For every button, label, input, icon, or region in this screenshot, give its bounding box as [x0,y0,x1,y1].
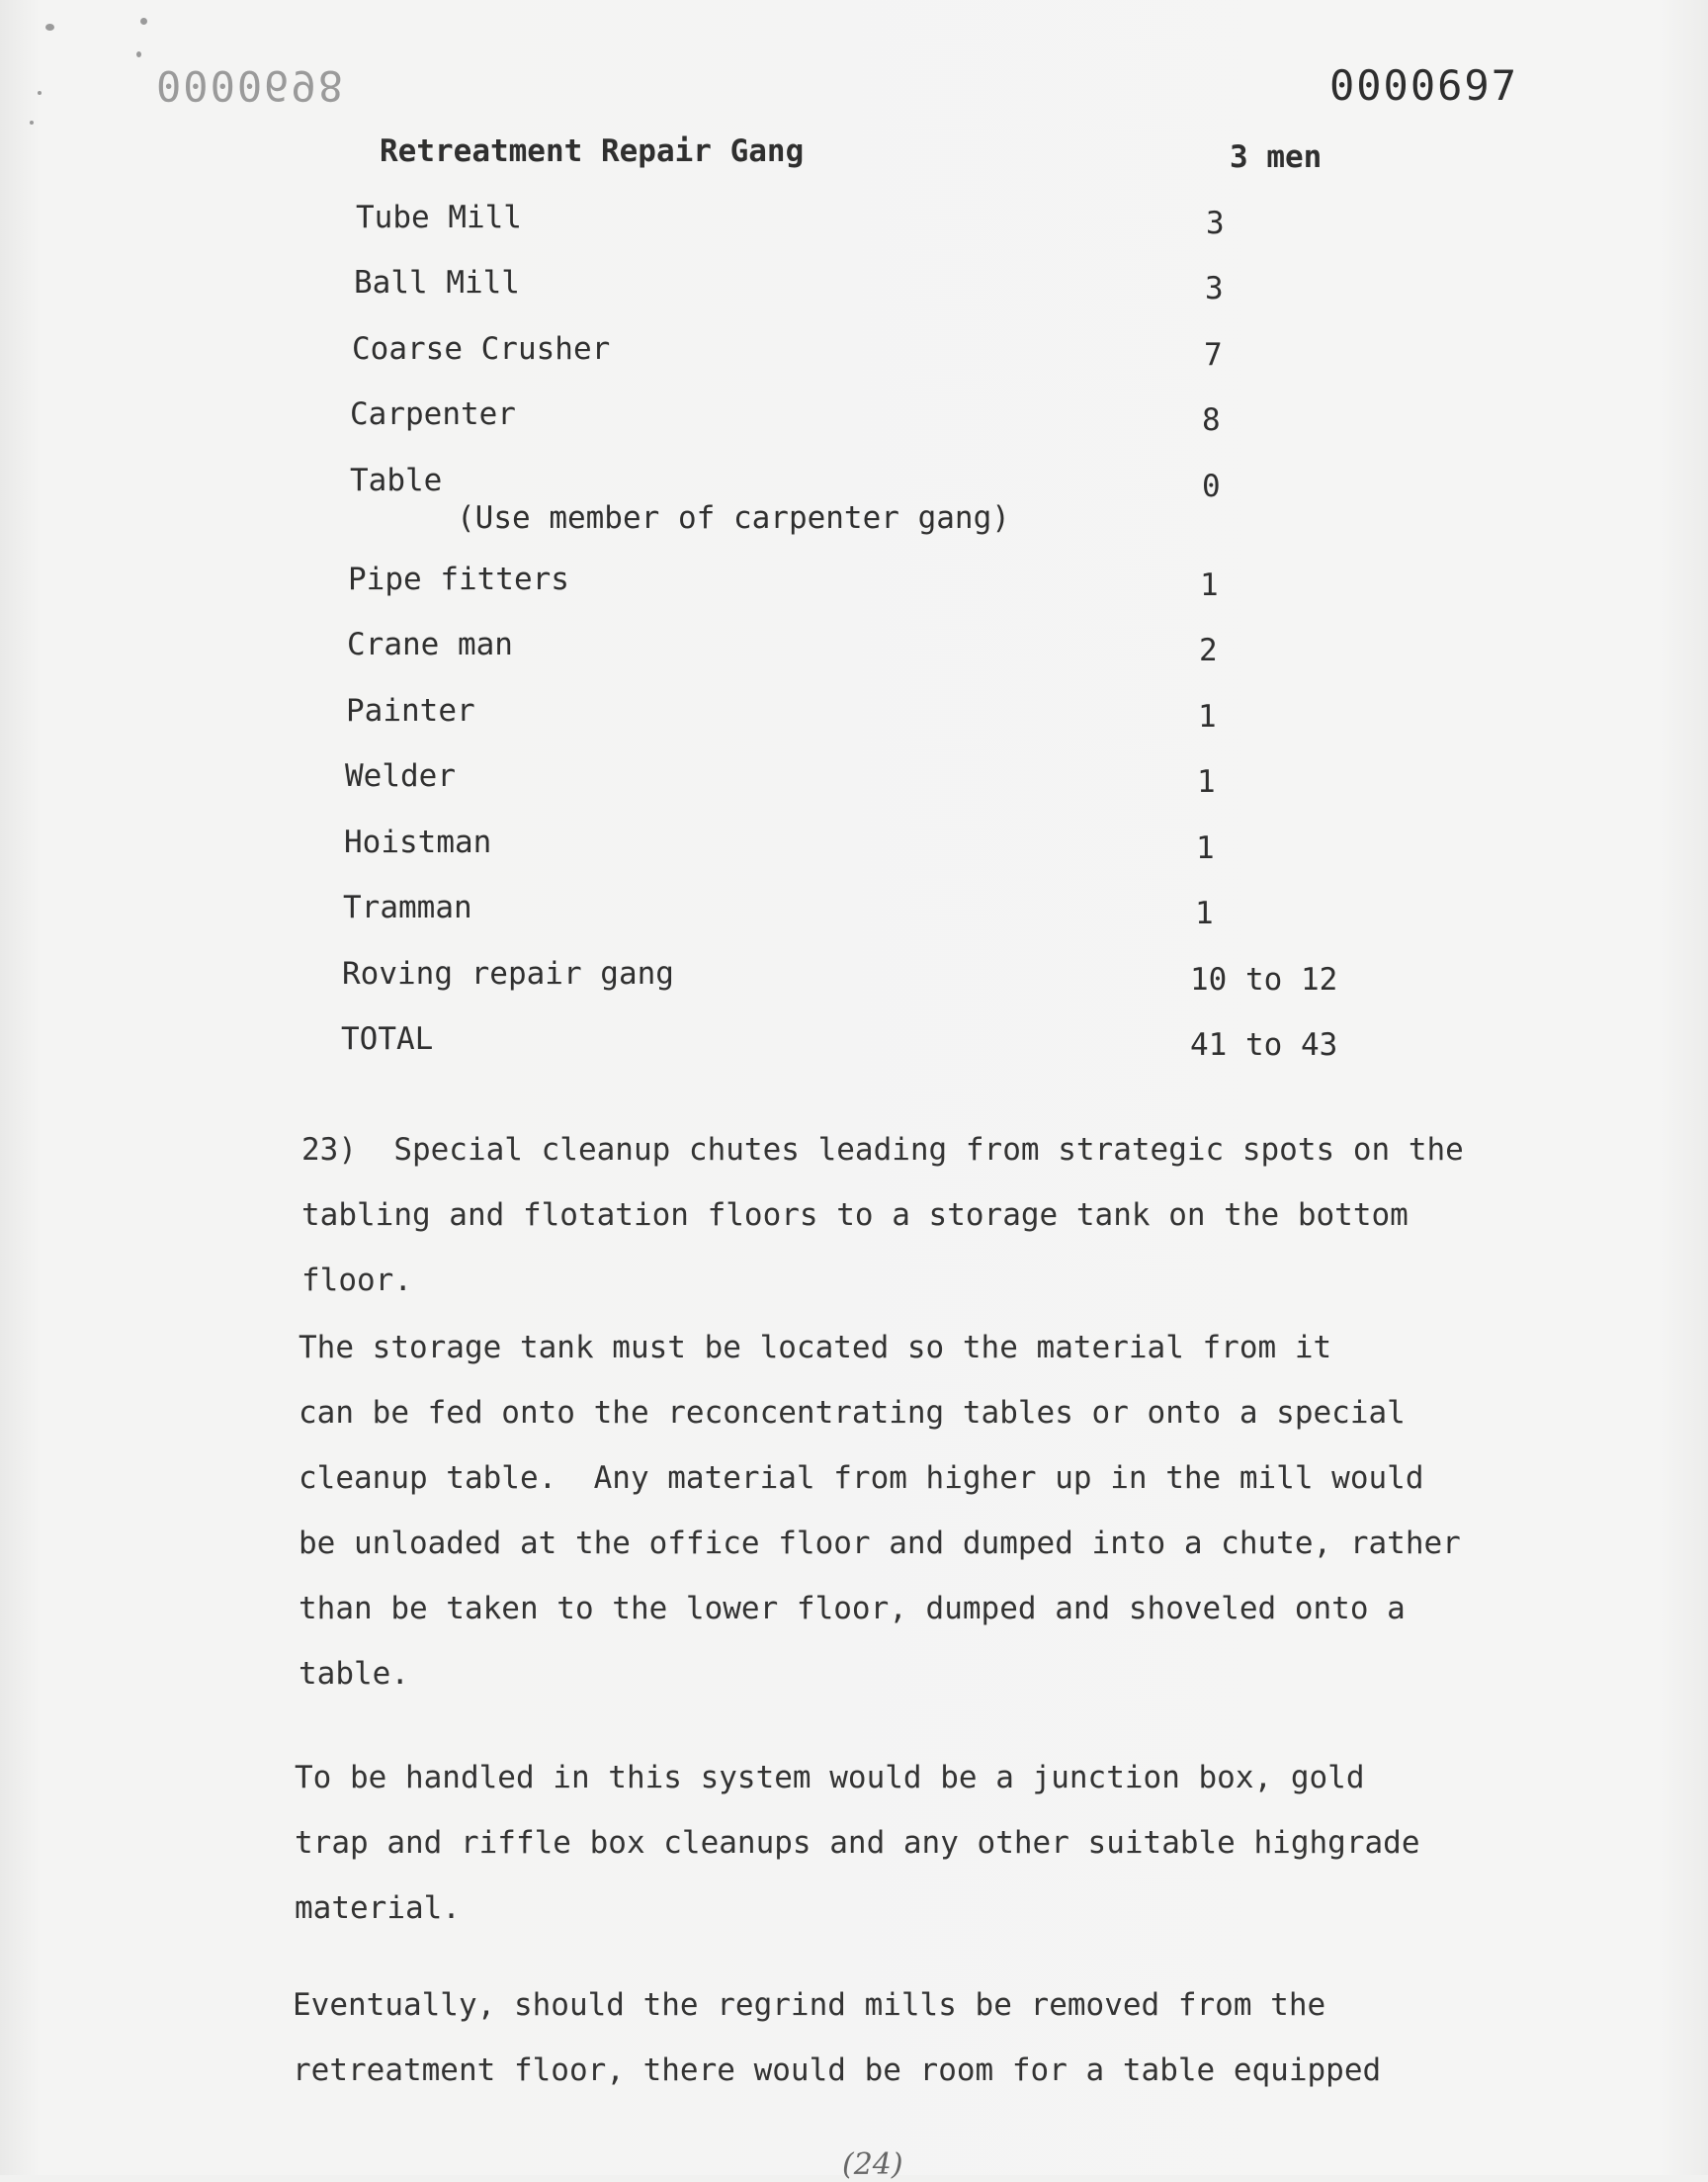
table-row [336,463,1423,562]
role-label: Table [350,462,443,498]
table-row [336,627,1423,693]
table-row [336,890,1423,956]
man-count: 3 [1205,271,1224,306]
doc-number-mirrored: 0000698 [156,61,346,110]
man-count: 3 men [1230,139,1323,175]
man-count: 0 [1202,468,1221,504]
scan-speck [30,121,34,125]
table-row [336,825,1423,891]
staffing-table [336,133,1423,1088]
page-number: (24) [842,2147,903,2182]
paragraph-regrind-mills: Eventually, should the regrind mills be removed from the retreatment floor, there would be room for a table equipped [293,1987,1382,2088]
man-count: 8 [1202,402,1221,438]
man-count: 10 to 12 [1190,961,1338,998]
scan-speck [38,91,42,95]
table-row [336,693,1423,759]
role-label: TOTAL [341,1021,434,1057]
man-count: 3 [1206,205,1225,241]
role-label: Carpenter [350,396,516,432]
role-label: Ball Mill [354,265,520,301]
role-label: Tramman [343,890,472,925]
man-count: 1 [1196,829,1215,866]
table-row [336,956,1423,1022]
role-label: Retreatment Repair Gang [380,133,805,169]
doc-number: 0000697 [1328,61,1518,110]
man-count: 1 [1198,698,1217,735]
role-label: Tube Mill [356,199,522,235]
role-label: Painter [346,692,475,729]
scan-speck [140,18,147,25]
table-row [336,758,1423,825]
paragraph-handled-items: To be handled in this system would be a junction box, gold trap and riffle box cleanups and any other suitable highgrade material. [295,1760,1420,1926]
table-row [336,562,1423,628]
role-label: Welder [345,758,456,794]
man-count: 2 [1199,633,1218,668]
scan-speck [136,51,141,57]
role-label: Coarse Crusher [352,330,611,367]
table-row [336,331,1423,397]
role-label: Crane man [347,627,513,662]
man-count: 1 [1200,567,1219,603]
role-label: Pipe fitters [348,561,569,597]
paragraph-cleanup-chutes: 23) Special cleanup chutes leading from strategic spots on the tabling and flotation floors to a storage tank on the bottom floor. [301,1132,1464,1298]
table-row [336,200,1423,266]
table-row [336,396,1423,463]
role-note: (Use member of carpenter gang) [457,499,1010,536]
man-count: 41 to 43 [1190,1027,1338,1063]
table-row [358,133,1445,200]
paragraph-storage-tank: The storage tank must be located so the material from it can be fed onto the reconcentrating tables or onto a special cleanup table. Any material from higher up in the mill would be unloaded at the office floor and dumped into a chute, rather than be taken to the lower floor, dumped and shoveled onto a table. [299,1330,1461,1692]
scan-speck [45,24,54,31]
role-label: Hoistman [344,824,492,860]
table-row [336,265,1423,331]
man-count: 7 [1204,336,1223,373]
role-label: Roving repair gang [342,955,674,992]
man-count: 1 [1197,764,1216,800]
table-row-total [336,1021,1423,1088]
man-count: 1 [1195,896,1214,931]
